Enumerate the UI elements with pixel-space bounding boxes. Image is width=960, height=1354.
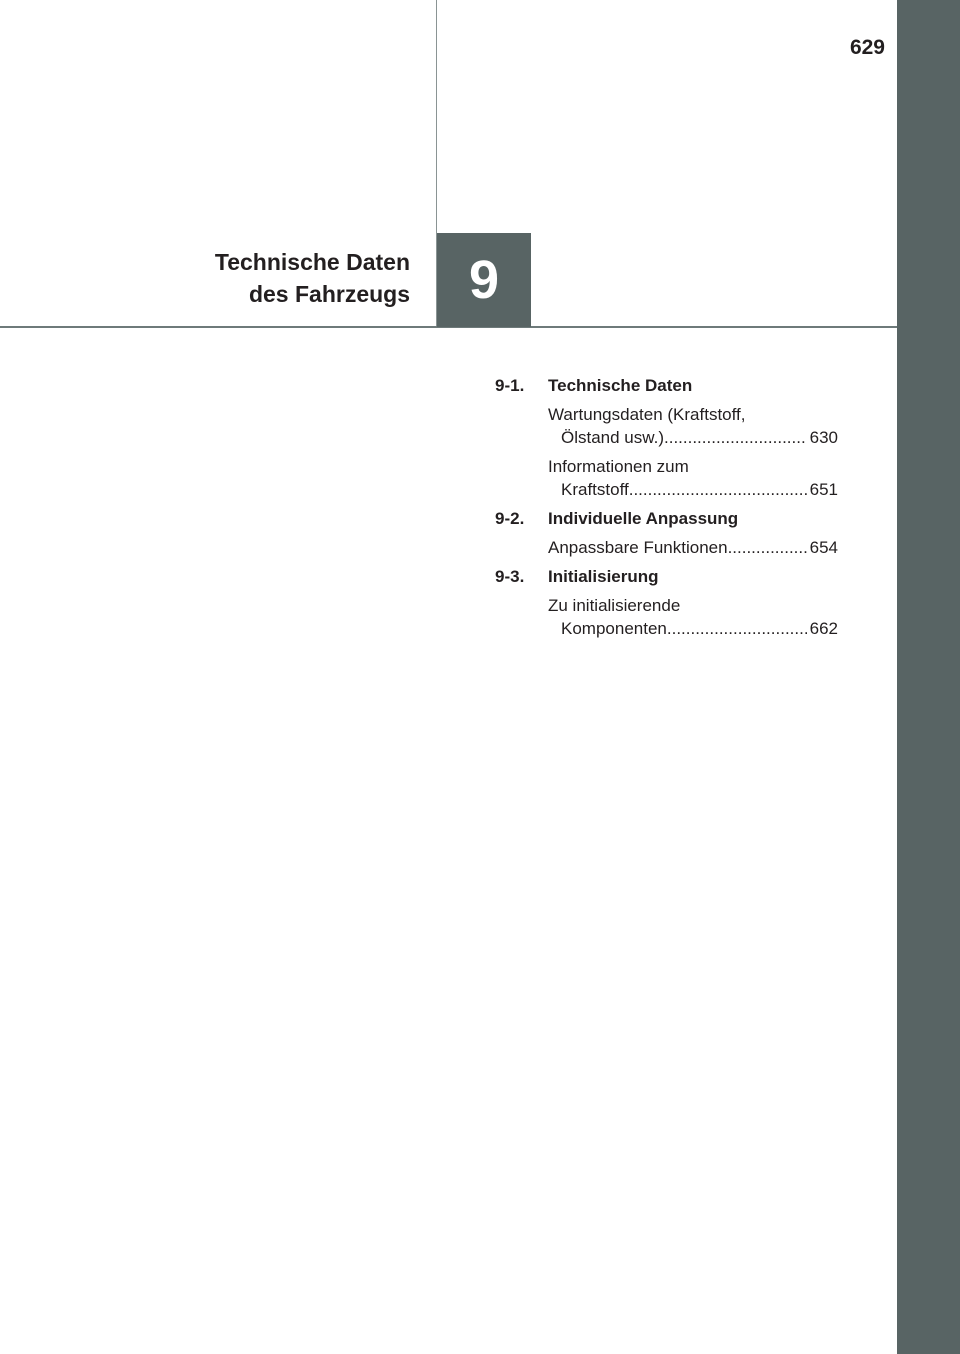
- toc-section-9-3: [495, 565, 838, 588]
- section-number: 9-3.: [495, 567, 525, 586]
- entry-page-number: 630: [809, 428, 838, 447]
- chapter-title: [100, 246, 410, 310]
- page-number: 629: [849, 36, 885, 59]
- section-title: Initialisierung: [548, 567, 659, 586]
- chapter-title-line1: Technische Daten: [214, 249, 410, 275]
- toc-section-9-2: [495, 507, 838, 530]
- toc-entry-anpassbare-funktionen[interactable]: [548, 536, 838, 559]
- section-title: Individuelle Anpassung: [548, 509, 739, 528]
- entry-title: Anpassbare Funktionen: [548, 538, 728, 557]
- entry-page-number: 654: [809, 538, 838, 557]
- dot-leader: [664, 426, 807, 449]
- dot-leader: [629, 478, 807, 501]
- entry-title-line1: Informationen zum: [548, 457, 689, 476]
- toc-section-9-1: [495, 374, 838, 397]
- table-of-contents: [495, 374, 838, 646]
- toc-entry-kraftstoff[interactable]: [548, 455, 838, 501]
- chapter-title-line2: des Fahrzeugs: [248, 281, 410, 307]
- entry-title-line2: Kraftstoff: [561, 480, 629, 499]
- entry-title-line2: Ölstand usw.): [561, 428, 664, 447]
- entry-page-number: 662: [809, 619, 838, 638]
- section-number: 9-1.: [495, 376, 525, 395]
- chapter-number-box: [437, 233, 531, 327]
- entry-page-number: 651: [809, 480, 838, 499]
- toc-entry-komponenten[interactable]: [548, 594, 838, 640]
- section-number: 9-2.: [495, 509, 525, 528]
- entry-title-line2: Komponenten: [561, 619, 667, 638]
- entry-title-line1: Zu initialisierende: [548, 596, 681, 615]
- dot-leader: [728, 536, 807, 559]
- entry-title-line1: Wartungsdaten (Kraftstoff,: [548, 405, 746, 424]
- chapter-side-tab: [897, 0, 960, 1354]
- dot-leader: [667, 617, 807, 640]
- chapter-number: 9: [468, 250, 500, 310]
- section-title: Technische Daten: [548, 376, 693, 395]
- toc-entry-wartungsdaten[interactable]: [548, 403, 838, 449]
